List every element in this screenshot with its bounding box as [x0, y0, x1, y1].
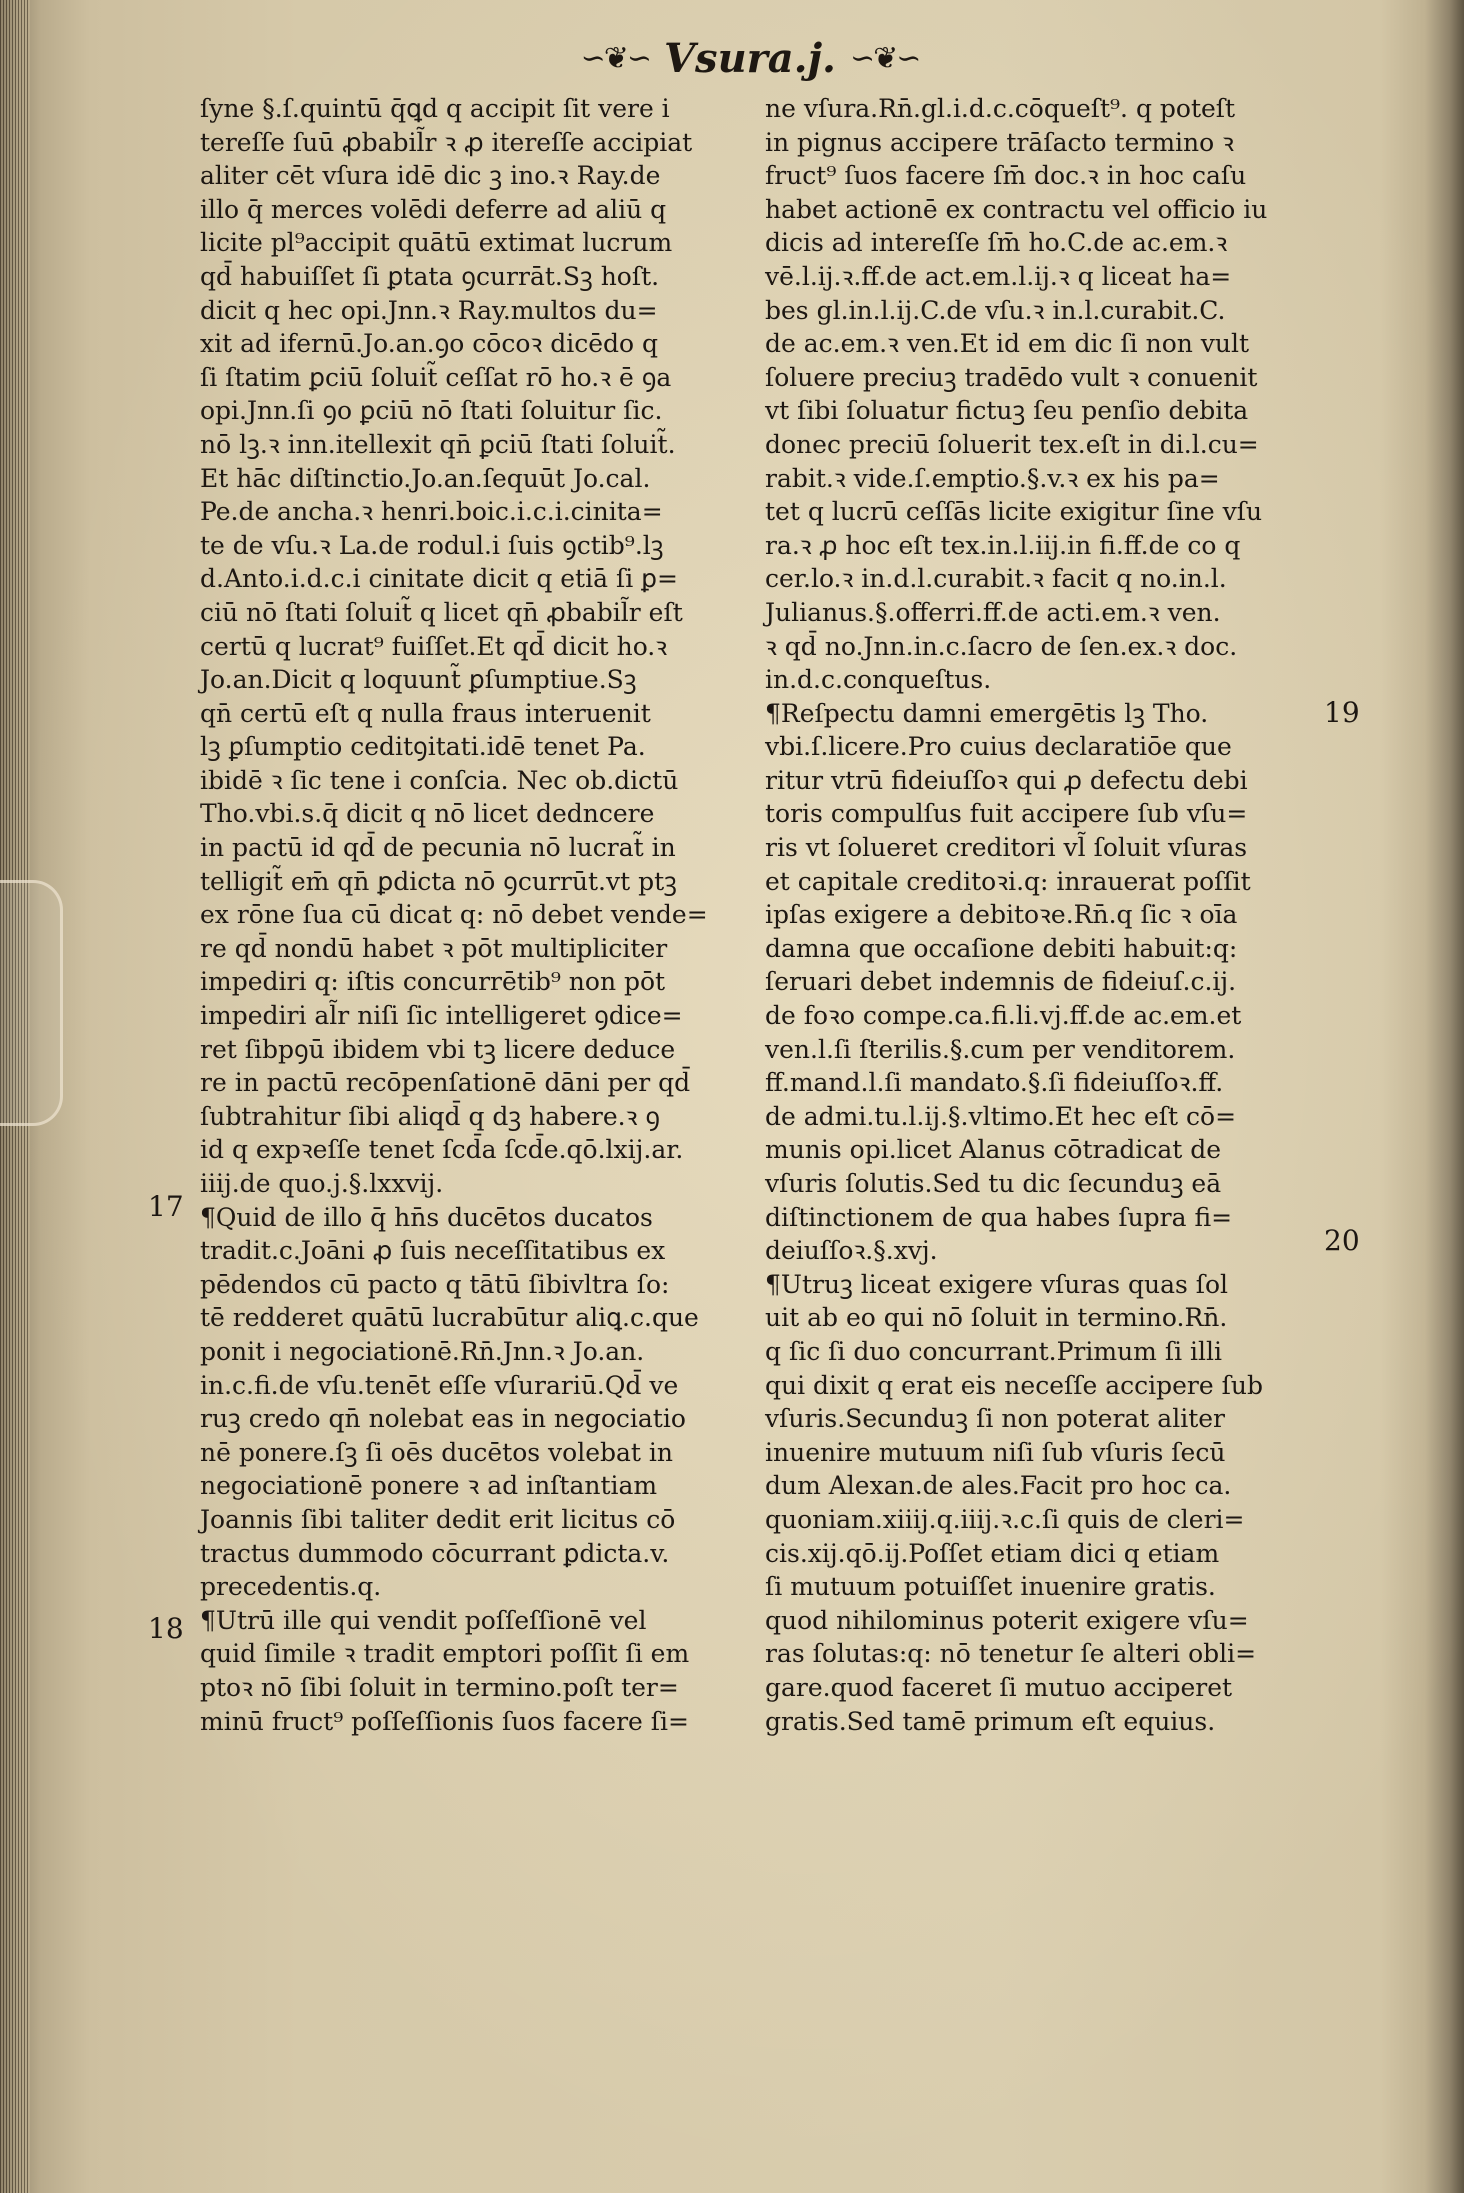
text-line: quid ſimile ꝛ tradit emptori poſſit ſi em — [200, 1639, 690, 1669]
text-line: xit ad ifernū.Jo.an.ꝯo cōcoꝛ dicēdo q — [200, 329, 658, 359]
text-line: ruꝫ credo qn̄ nolebat eas in negociatio — [200, 1404, 686, 1434]
margin-number-18: 18 — [148, 1612, 184, 1645]
text-line: id q expꝛeſſe tenet ſcd̄a ſcd̄e.qō.lxij.ar. — [200, 1135, 684, 1165]
text-line: toris compulſus fuit accipere ſub vſu= — [765, 799, 1248, 829]
text-line: vbi.ſ.licere.Pro cuius declaratiōe que — [765, 732, 1232, 762]
text-line: Pe.de ancha.ꝛ henri.boic.i.c.i.cinita= — [200, 497, 663, 527]
text-line: vſuris ſolutis.Sed tu dic ſecunduꝫ eā — [765, 1169, 1222, 1198]
text-line: vē.l.ij.ꝛ.ff.de act.em.l.ij.ꝛ q liceat ha= — [765, 261, 1232, 291]
text-line: negociationē ponere ꝛ ad inſtantiam — [200, 1471, 658, 1501]
text-line: in pactū id qd̄ de pecunia nō lucrat̃ in — [200, 833, 676, 863]
text-line: te de vſu.ꝛ La.de rodul.i ſuis ꝯctib⁹.lꝫ — [200, 530, 664, 560]
text-line: opi.Jnn.ſi ꝯo ꝑciū nō ſtati ſoluitur ſic. — [200, 396, 663, 426]
text-line: ex rōne ſua cū dicat q: nō debet vende= — [200, 900, 708, 930]
text-line: ſubtrahitur ſibi aliqd̄ q dꝫ habere.ꝛ ꝯ — [200, 1101, 661, 1131]
text-line: vſuris.Secunduꝫ ſi non poterat aliter — [765, 1404, 1225, 1434]
text-line: ff.mand.l.ſi mandato.§.ſi fideiuſſoꝛ.ff. — [765, 1068, 1224, 1098]
text-line: Et hāc diſtinctio.Jo.an.ſequūt Jo.cal. — [200, 463, 651, 493]
text-line: deiuſſoꝛ.§.xvj. — [765, 1236, 938, 1266]
text-line: illo q̄ merces volēdi deferre ad aliū q — [200, 194, 667, 224]
text-line: licite pl⁹accipit quātū extimat lucrum — [200, 228, 673, 258]
text-line: ꝛ qd̄ no.Jnn.in.c.ſacro de ſen.ex.ꝛ doc. — [765, 631, 1238, 661]
text-line: ra.ꝛ ꝓ hoc eſt tex.in.l.iij.in fi.ff.de co q — [765, 530, 1241, 560]
text-line: gare.quod faceret ſi mutuo acciperet — [765, 1672, 1233, 1702]
text-line: telligit̃ em̄ qn̄ ꝑdicta nō ꝯcurrūt.vt ptꝫ — [200, 866, 677, 896]
text-line: d.Anto.i.d.c.i cinitate dicit q etiā ſi ꝑ= — [200, 564, 678, 594]
text-line: in.d.c.conqueſtus. — [765, 665, 992, 695]
text-line: rabit.ꝛ vide.ſ.emptio.§.v.ꝛ ex his pa= — [765, 463, 1220, 493]
text-line: vt ſibi ſoluatur fictuꝫ ſeu penſio debita — [765, 396, 1249, 426]
text-line: ponit i negociationē.Rn̄.Jnn.ꝛ Jo.an. — [200, 1336, 645, 1366]
text-line: tereſſe ſuū ꝓbabil̃r ꝛ ꝓ itereſſe accipiat — [200, 127, 693, 157]
ornament-left-icon: ∽❦∽ — [580, 40, 651, 76]
text-line: ritur vtrū fideiuſſoꝛ qui ꝓ defectu debi — [765, 765, 1248, 795]
text-line: diſtinctionem de qua habes ſupra fi= — [765, 1202, 1233, 1232]
text-line: bes gl.in.l.ij.C.de vſu.ꝛ in.l.curabit.C. — [765, 295, 1226, 325]
text-line: ibidē ꝛ ſic tene i conſcia. Nec ob.dictū — [200, 765, 679, 795]
text-line: ipſas exigere a debitoꝛe.Rn̄.q ſic ꝛ oīa — [765, 900, 1238, 930]
text-line: ne vſura.Rn̄.gl.i.d.c.cōqueſt⁹. q poteſt — [765, 94, 1236, 123]
text-line: qui dixit q erat eis neceſſe accipere ſub — [765, 1370, 1263, 1400]
text-line: qn̄ certū eſt q nulla fraus interuenit — [200, 698, 651, 728]
text-line: minū fruct⁹ poſſeſſionis ſuos facere ſi= — [200, 1706, 689, 1736]
text-line: nō lꝫ.ꝛ inn.itellexit qn̄ ꝑciū ſtati ſoluit̃. — [200, 429, 676, 459]
text-line: re in pactū recōpenſationē dāni per qd̄ — [200, 1068, 691, 1098]
text-line: ras ſolutas:q: nō tenetur ſe alteri obli= — [765, 1639, 1257, 1669]
text-line: ¶Utruꝫ liceat exigere vſuras quas ſol — [765, 1269, 1229, 1299]
text-line: uit ab eo qui nō ſoluit in termino.Rn̄. — [765, 1303, 1228, 1333]
text-line: dicis ad intereſſe ſm̄ ho.C.de ac.em.ꝛ — [765, 228, 1228, 258]
text-line: tractus dummodo cōcurrant ꝑdicta.v. — [200, 1538, 670, 1568]
text-line: impediri al̃r niſi ſic intelligeret ꝯdice= — [200, 1001, 683, 1031]
left-text-column — [200, 92, 760, 1738]
text-line: Jo.an.Dicit q loquunt̃ ꝑſumptiue.Sꝫ — [200, 665, 637, 695]
text-line: ſeruari debet indemnis de fideiuſ.c.ij. — [765, 967, 1237, 997]
text-line: dicit q hec opi.Jnn.ꝛ Ray.multos du= — [200, 295, 658, 325]
text-line: ris vt ſolueret creditori vl̃ ſoluit vſuras — [765, 833, 1248, 863]
text-line: Joannis ſibi taliter dedit erit licitus cō — [200, 1504, 676, 1534]
text-line: precedentis.q. — [200, 1572, 382, 1602]
text-line: tradit.c.Joāni ꝓ ſuis neceſſitatibus ex — [200, 1236, 666, 1266]
text-line: dum Alexan.de ales.Facit pro hoc ca. — [765, 1471, 1232, 1501]
margin-number-19: 19 — [1324, 696, 1360, 729]
text-line: ¶Utrū ille qui vendit poſſeſſionē vel — [200, 1605, 647, 1635]
text-line: ptoꝛ nō ſibi ſoluit in termino.poſt ter= — [200, 1672, 679, 1702]
page-clip — [0, 880, 63, 1126]
margin-number-17: 17 — [148, 1190, 184, 1223]
text-line: pēdendos cū pacto q tātū ſibivltra ſo: — [200, 1269, 670, 1299]
text-line: aliter cēt vſura idē dic ꝫ ino.ꝛ Ray.de — [200, 161, 661, 191]
margin-number-20: 20 — [1324, 1224, 1360, 1257]
text-line: ven.l.ſi ſterilis.§.cum per venditorem. — [765, 1034, 1236, 1064]
text-line: tē redderet quātū lucrabūtur aliꝗ.c.que — [200, 1303, 699, 1333]
text-line: ¶Quid de illo q̄ hn̄s ducētos ducatos — [200, 1202, 653, 1232]
text-line: gratis.Sed tamē primum eſt equius. — [765, 1706, 1216, 1736]
text-line: de admi.tu.l.ij.§.vltimo.Et hec eſt cō= — [765, 1101, 1237, 1131]
text-line: re qd̄ nondū habet ꝛ pōt multipliciter — [200, 933, 668, 963]
text-line: impediri q: iſtis concurrētib⁹ non pōt — [200, 967, 666, 997]
text-line: lꝫ ꝑſumptio ceditꝯitati.idē tenet Pa. — [200, 732, 646, 762]
text-line: ¶Reſpectu damni emergētis lꝫ Tho. — [765, 698, 1209, 728]
running-head — [520, 28, 980, 88]
text-line: donec preciū ſoluerit tex.eſt in di.l.cu= — [765, 429, 1259, 459]
text-line: tet q lucrū ceſſās licite exigitur ſine vſu — [765, 497, 1263, 527]
text-line: qd̄ habuiſſet ſi ꝑtata ꝯcurrāt.Sꝫ hoſt. — [200, 261, 660, 291]
ornament-right-icon: ∽❦∽ — [849, 40, 920, 76]
text-line: inuenire mutuum niſi ſub vſuris ſecū — [765, 1437, 1226, 1467]
text-line: ſi ſtatim ꝑciū ſoluit̃ ceſſat rō ho.ꝛ ē ꝯa — [200, 362, 672, 392]
text-line: ſyne §.ſ.quintū q̄ꝗd q accipit ſit vere i — [200, 94, 670, 123]
text-line: habet actionē ex contractu vel officio iu — [765, 194, 1268, 224]
text-line: Tho.vbi.s.q̄ dicit q nō licet dedncere — [200, 799, 655, 829]
text-line: de ac.em.ꝛ ven.Et id em dic ſi non vult — [765, 329, 1250, 359]
text-line: q ſic ſi duo concurrant.Primum ſi illi — [765, 1336, 1223, 1366]
text-line: quod nihilominus poterit exigere vſu= — [765, 1605, 1249, 1635]
text-line: fruct⁹ ſuos facere ſm̄ doc.ꝛ in hoc caſu — [765, 161, 1247, 191]
text-line: ciū nō ſtati ſoluit̃ q licet qn̄ ꝓbabil̃r eſt — [200, 597, 683, 627]
text-line: Julianus.§.offerri.ff.de acti.em.ꝛ ven. — [765, 597, 1221, 627]
text-line: cis.xij.qō.ij.Poſſet etiam dici q etiam — [765, 1538, 1220, 1568]
text-line: damna que occaſione debiti habuit:q: — [765, 933, 1238, 963]
text-line: quoniam.xiiij.q.iiij.ꝛ.c.ſi quis de cleri= — [765, 1504, 1245, 1534]
text-line: ret ſibpꝯū ibidem vbi tꝫ licere deduce — [200, 1034, 676, 1064]
text-line: et capitale creditoꝛi.q: inrauerat poſſit — [765, 866, 1251, 896]
page-title: Vsura.j. — [664, 34, 836, 82]
right-text-column — [765, 92, 1330, 1738]
text-line: cer.lo.ꝛ in.d.l.curabit.ꝛ facit q no.in.l. — [765, 564, 1227, 594]
text-line: in.c.fi.de vſu.tenēt eſſe vſurariū.Qd̄ ve — [200, 1370, 679, 1400]
text-line: ſoluere preciuꝫ tradēdo vult ꝛ conuenit — [765, 362, 1258, 392]
text-line: nē ponere.ſꝫ ſi oēs ducētos volebat in — [200, 1437, 674, 1467]
text-line: iiij.de quo.j.§.lxxvij. — [200, 1169, 444, 1198]
text-line: ſi mutuum potuiſſet inuenire gratis. — [765, 1572, 1216, 1602]
text-line: certū q lucrat⁹ fuiſſet.Et qd̄ dicit ho.ꝛ — [200, 631, 668, 661]
text-line: de foꝛo compe.ca.fi.li.vj.ff.de ac.em.et — [765, 1001, 1242, 1031]
text-line: in pignus accipere trāſacto termino ꝛ — [765, 127, 1234, 157]
text-line: munis opi.licet Alanus cōtradicat de — [765, 1135, 1222, 1165]
